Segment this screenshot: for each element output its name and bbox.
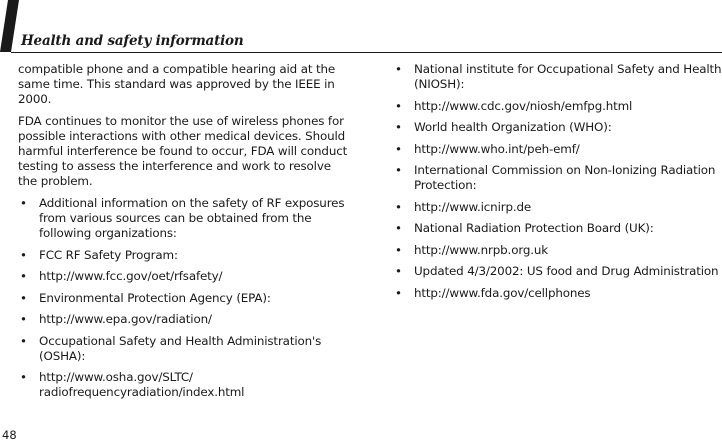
link-who[interactable]: http://www.who.int/peh-emf/ (414, 141, 580, 156)
paragraph-hearing-aid: compatible phone and a compatible hearing aid at the same time. This standard was approved by the IEEE in 2000. (18, 62, 336, 106)
list-item-text: World health Organization (WHO): (414, 120, 612, 134)
bullet-icon: • (20, 247, 27, 262)
list-item (393, 120, 722, 135)
bullet-icon: • (395, 199, 402, 214)
link-nrpb[interactable]: http://www.nrpb.org.uk (414, 242, 548, 257)
bullet-icon: • (395, 163, 402, 177)
list-item-text: Additional information on the safety of RF exposures from various sources can be obtained from the following organizations: (39, 196, 345, 240)
list-item (393, 200, 722, 215)
link-osha[interactable]: http://www.osha.gov/SLTC/ radiofrequencyradiation/index.html (39, 370, 245, 399)
list-item-text: Environmental Protection Agency (EPA): (39, 290, 271, 305)
list-item (18, 269, 352, 284)
list-item (393, 142, 722, 157)
bullet-icon: • (20, 333, 27, 348)
bullet-icon: • (20, 312, 27, 326)
list-item (18, 334, 352, 364)
link-fcc[interactable]: http://www.fcc.gov/oet/rfsafety/ (39, 269, 223, 283)
list-item (18, 312, 352, 327)
bullet-icon: • (20, 269, 27, 283)
list-item (393, 62, 722, 92)
page-number: 48 (2, 428, 17, 442)
link-fda[interactable]: http://www.fda.gov/cellphones (414, 285, 591, 300)
list-item (393, 221, 722, 236)
list-item (18, 196, 352, 241)
page-header-title: Health and safety information (21, 33, 244, 49)
link-icnirp[interactable]: http://www.icnirp.de (414, 199, 532, 214)
link-epa[interactable]: http://www.epa.gov/radiation/ (39, 312, 212, 326)
list-item (18, 291, 352, 306)
bullet-icon: • (395, 285, 402, 300)
bullet-icon: • (395, 221, 402, 235)
list-item (393, 99, 722, 114)
list-item-text: National institute for Occupational Safety and Health (NIOSH): (414, 62, 722, 91)
bullet-icon: • (395, 98, 402, 113)
bullet-icon: • (20, 370, 27, 384)
list-item (393, 243, 722, 258)
bullet-icon: • (395, 264, 402, 278)
bullet-icon: • (20, 196, 27, 210)
left-bullet-list (18, 196, 352, 400)
list-item (18, 370, 352, 400)
right-bullet-list (393, 62, 722, 301)
header-divider (11, 52, 722, 53)
list-item (18, 248, 352, 263)
bullet-icon: • (395, 242, 402, 257)
bullet-icon: • (395, 120, 402, 134)
left-column (18, 62, 352, 407)
list-item (393, 163, 722, 193)
list-item-text: National Radiation Protection Board (UK): (414, 221, 654, 235)
header-decoration-bar (0, 0, 19, 52)
paragraph-fda-monitoring: FDA continues to monitor the use of wireless phones for possible interactions with other medical devices. Should harmful interference be found to occur, FDA will conduct testing to assess the interference and work to resolve the problem. (18, 114, 348, 188)
list-item-text: International Commission on Non-Ionizing Radiation Protection: (414, 163, 716, 192)
link-niosh[interactable]: http://www.cdc.gov/niosh/emfpg.html (414, 98, 633, 113)
list-item-text: FCC RF Safety Program: (39, 247, 178, 262)
bullet-icon: • (20, 290, 27, 305)
list-item-text: Updated 4/3/2002: US food and Drug Administration (414, 264, 719, 278)
list-item (393, 286, 722, 301)
bullet-icon: • (395, 62, 402, 76)
list-item (393, 264, 722, 279)
right-column (393, 62, 722, 307)
bullet-icon: • (395, 141, 402, 156)
list-item-text: Occupational Safety and Health Administration's (OSHA): (39, 333, 322, 363)
